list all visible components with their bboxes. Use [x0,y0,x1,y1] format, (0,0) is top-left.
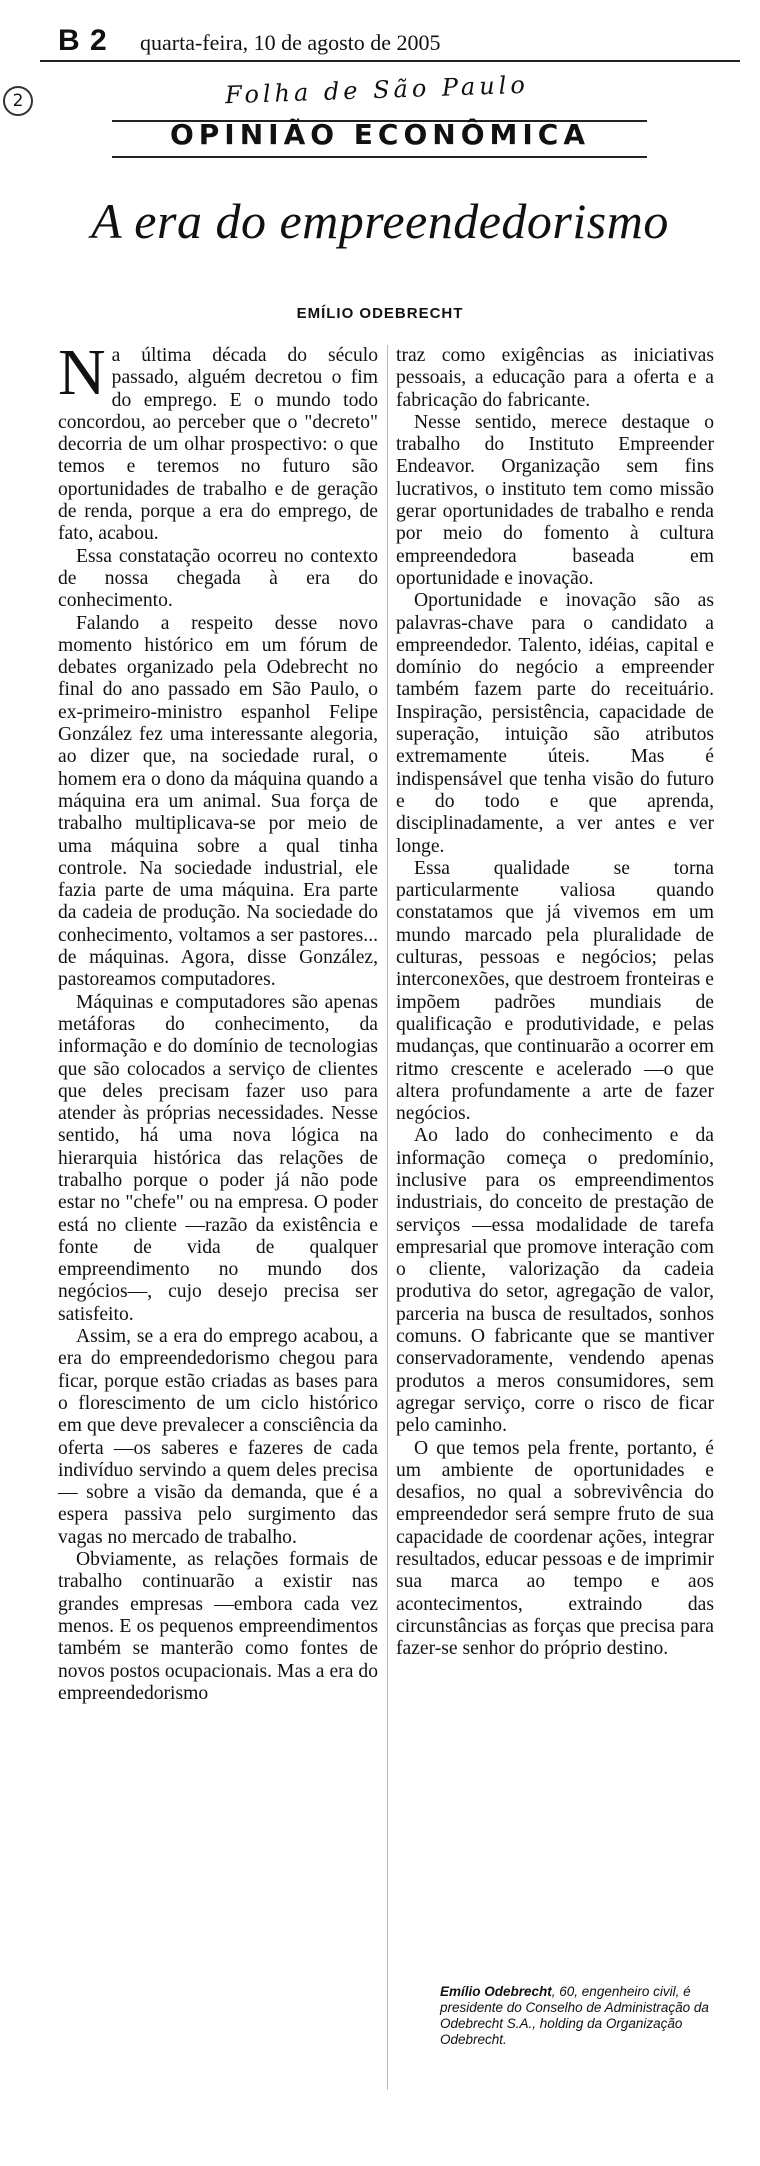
handwritten-circled-number: 2 [3,86,33,116]
byline: EMÍLIO ODEBRECHT [296,305,464,322]
page-number: B 2 [58,24,108,57]
column-divider [387,345,388,2090]
paragraph: Ao lado do conhecimento e da informação começa o predomínio, inclusive para os empreendimentos industriais, do conceito de prestação de serviços —essa modalidade de tarefa empresarial que promove interação com o cliente, valorização da cadeia produtiva do setor, agregação de valor, parceria na busca de resultados, sonhos comuns. O fabricante que se mantiver conservadoramente, vendendo apenas produtos a meros consumidores, sem agregar serviço, corre o risco de ficar pelo caminho. [396,1125,714,1437]
paragraph: Assim, se a era do emprego acabou, a era do empreendedorismo chegou para ficar, porque estão criadas as bases para o florescimento de um ciclo histórico em que deve prevalecer a consciência da oferta —os saberes e fazeres de cada indivíduo servindo a quem deles precisa— sobre a visão da demanda, que é a espera passiva pelo surgimento das vagas no mercado de trabalho. [58,1326,378,1548]
paragraph: Falando a respeito desse novo momento histórico em um fórum de debates organizado pela Odebrecht no final do ano passado em São Paulo, o ex-primeiro-ministro espanhol Felipe González fez uma interessante alegoria, ao dizer que, na sociedade rural, o homem era o dono da máquina quando a máquina era um animal. Sua força de trabalho multiplicava-se por meio de uma máquina sobre a qual tinha controle. Na sociedade industrial, ele fazia parte de uma máquina. Era parte da cadeia de produção. Na sociedade do conhecimento, voltamos a ser pastores... de máquinas. Agora, disse González, pastoreamos computadores. [58,612,378,991]
paragraph: Oportunidade e inovação são as palavras-chave para o candidato a empreendedor. Talento, idéias, capital e domínio do negócio a empreender também fazem parte do receituário. Inspiração, persistência, capacidade de superação, intuição são atributos extremamente úteis. Mas é indispensável que tenha visão do futuro e do todo e que aprenda, disciplinadamente, a ver antes e ver longe. [396,590,714,857]
paragraph: traz como exigências as iniciativas pessoais, a educação para a oferta e a fabricação do fabricante. [396,345,714,411]
paragraph: O que temos pela frente, portanto, é um ambiente de oportunidades e desafios, no qual a sobrevivência do empreendedor será sempre fruto de sua capacidade de coordenar ações, integrar resultados, educar pessoas e de imprimir sua marca ao tempo e aos acontecimentos, extraindo das circunstâncias as forças que precisa para fazer-se senhor do próprio destino. [396,1437,714,1660]
paragraph: Essa constatação ocorreu no contexto de nossa chegada à era do conhecimento. [58,545,378,612]
paragraph: Máquinas e computadores são apenas metáforas do conhecimento, da informação e do domínio de tecnologias que são colocados a serviço de clientes que deles precisam fazer uso para atender às próprias necessidades. Nesse sentido, há uma nova lógica na hierarquia histórica das relações de trabalho porque o poder já não pode estar no "chefe" ou na empresa. O poder está no cliente —razão da existência e fonte de vida de qualquer empreendimento no mundo dos negócios—, cujo desejo precisa ser satisfeito. [58,991,378,1325]
publication-date: quarta-feira, 10 de agosto de 2005 [140,30,441,55]
article-title: A era do empreendedorismo [91,193,669,249]
article-left-column [58,336,378,1705]
drop-cap: N [58,336,106,409]
paragraph: Obviamente, as relações formais de trabalho continuarão a existir nas grandes empresas —embora cada vez menos. E os pequenos empreendimentos também se manterão como fontes de novos postos ocupacionais. Mas a era do empreendedorismo [58,1549,378,1704]
author-bio-text: , 60, engenheiro civil, é presidente do Conselho de Administração da Odebrecht S.A., holding da Organização Odebrecht. [440,1984,709,2047]
article-right-column [396,345,714,1661]
section-rule-bottom [112,156,647,158]
paragraph: Nesse sentido, merece destaque o trabalho do Instituto Empreender Endeavor. Organização sem fins lucrativos, o instituto tem como missão gerar oportunidades de trabalho e renda por meio do fomento à cultura empreendedora baseada em oportunidade e inovação. [396,411,714,589]
paragraph: Na última década do século passado, alguém decretou o fim do emprego. E o mundo todo concordou, ao perceber que o "decreto" decorria de um olhar prospectivo: o que temos e teremos no futuro são oportunidades de trabalho e de geração de renda, porque a era do emprego, de fato, acabou. [58,336,378,545]
handwritten-source-note: Folha de São Paulo [224,70,530,110]
page-header [40,14,740,62]
author-bio-name: Emílio Odebrecht [440,1984,552,1999]
paragraph: Essa qualidade se torna particularmente valiosa quando constatamos que já vivemos em um mundo marcado pela pluralidade de culturas, pessoas e negócios; pelas interconexões, que destroem fronteiras e impõem padrões mundiais de qualificação e produtividade, e pelas mudanças, que continuarão a ocorrer em ritmo crescente e acelerado —o que altera profundamente a arte de fazer negócios. [396,857,714,1125]
author-bio [440,1984,730,2048]
section-title: OPINIÃO ECONÔMICA [169,118,591,151]
